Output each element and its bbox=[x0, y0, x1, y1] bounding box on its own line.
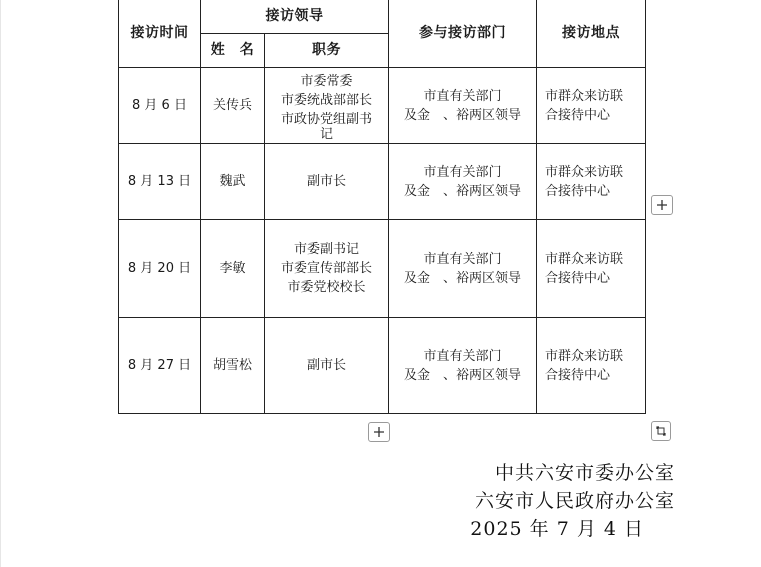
location-line: 合接待中心 bbox=[545, 270, 611, 286]
cell-location bbox=[537, 144, 646, 220]
cell-departments bbox=[389, 144, 537, 220]
cell-location bbox=[537, 220, 646, 318]
header-visit-leader: 接访领导 bbox=[201, 0, 389, 34]
cell-date: 8 月 6 日 bbox=[119, 68, 201, 144]
cell-date: 8 月 13 日 bbox=[119, 144, 201, 220]
departments-line: 及金 、裕两区领导 bbox=[403, 270, 521, 286]
header-location: 接访地点 bbox=[537, 0, 646, 68]
position-line: 市委常委 bbox=[300, 74, 353, 89]
cell-position bbox=[265, 68, 389, 144]
position-line: 市委宣传部部长 bbox=[280, 261, 372, 276]
departments-line: 及金 、裕两区领导 bbox=[403, 367, 521, 383]
departments-line: 及金 、裕两区领导 bbox=[403, 107, 521, 123]
cell-position bbox=[265, 318, 389, 414]
position-line: 市委副书记 bbox=[293, 242, 359, 257]
cell-name: 胡雪松 bbox=[201, 318, 265, 414]
cell-departments bbox=[389, 318, 537, 414]
position-line: 市委党校校长 bbox=[287, 280, 366, 295]
signature-line-1: 中共六安市委办公室 bbox=[494, 462, 675, 484]
page-left-edge bbox=[0, 0, 1, 567]
departments-line: 市直有关部门 bbox=[423, 251, 502, 267]
position-line: 副市长 bbox=[306, 174, 346, 189]
table-row bbox=[119, 144, 646, 220]
location-line: 市群众来访联 bbox=[545, 348, 624, 364]
header-position: 职务 bbox=[265, 34, 389, 68]
position-line: 市委统战部部长 bbox=[280, 93, 372, 108]
cell-departments bbox=[389, 68, 537, 144]
signature-line-2: 六安市人民政府办公室 bbox=[474, 490, 675, 512]
position-line: 记 bbox=[319, 127, 333, 142]
plus-icon bbox=[373, 426, 385, 438]
cell-position bbox=[265, 220, 389, 318]
header-visit-time: 接访时间 bbox=[119, 0, 201, 68]
header-name: 姓 名 bbox=[201, 34, 265, 68]
cell-date: 8 月 20 日 bbox=[119, 220, 201, 318]
cell-date: 8 月 27 日 bbox=[119, 318, 201, 414]
table-row bbox=[119, 220, 646, 318]
location-line: 市群众来访联 bbox=[545, 164, 624, 180]
plus-icon bbox=[656, 199, 668, 211]
visit-schedule-table bbox=[118, 0, 646, 414]
resize-corner-icon bbox=[655, 425, 667, 437]
cell-departments bbox=[389, 220, 537, 318]
location-line: 市群众来访联 bbox=[545, 88, 624, 104]
departments-line: 及金 、裕两区领导 bbox=[403, 183, 521, 199]
location-line: 合接待中心 bbox=[545, 367, 611, 383]
location-line: 合接待中心 bbox=[545, 183, 611, 199]
location-line: 合接待中心 bbox=[545, 107, 611, 123]
departments-line: 市直有关部门 bbox=[423, 164, 502, 180]
cell-name: 关传兵 bbox=[201, 68, 265, 144]
table-row bbox=[119, 68, 646, 144]
position-line: 副市长 bbox=[306, 358, 346, 373]
header-departments: 参与接访部门 bbox=[389, 0, 537, 68]
position-line: 市政协党组副书 bbox=[280, 112, 372, 127]
cell-location bbox=[537, 68, 646, 144]
add-row-button[interactable] bbox=[368, 422, 390, 442]
table-resize-handle[interactable] bbox=[651, 421, 671, 441]
signature-date: 2025 年 7 月 4 日 bbox=[470, 518, 644, 540]
table-row bbox=[119, 318, 646, 414]
location-line: 市群众来访联 bbox=[545, 251, 624, 267]
cell-position bbox=[265, 144, 389, 220]
departments-line: 市直有关部门 bbox=[423, 348, 502, 364]
cell-name: 李敏 bbox=[201, 220, 265, 318]
add-column-button[interactable] bbox=[651, 195, 673, 215]
cell-name: 魏武 bbox=[201, 144, 265, 220]
cell-location bbox=[537, 318, 646, 414]
departments-line: 市直有关部门 bbox=[423, 88, 502, 104]
